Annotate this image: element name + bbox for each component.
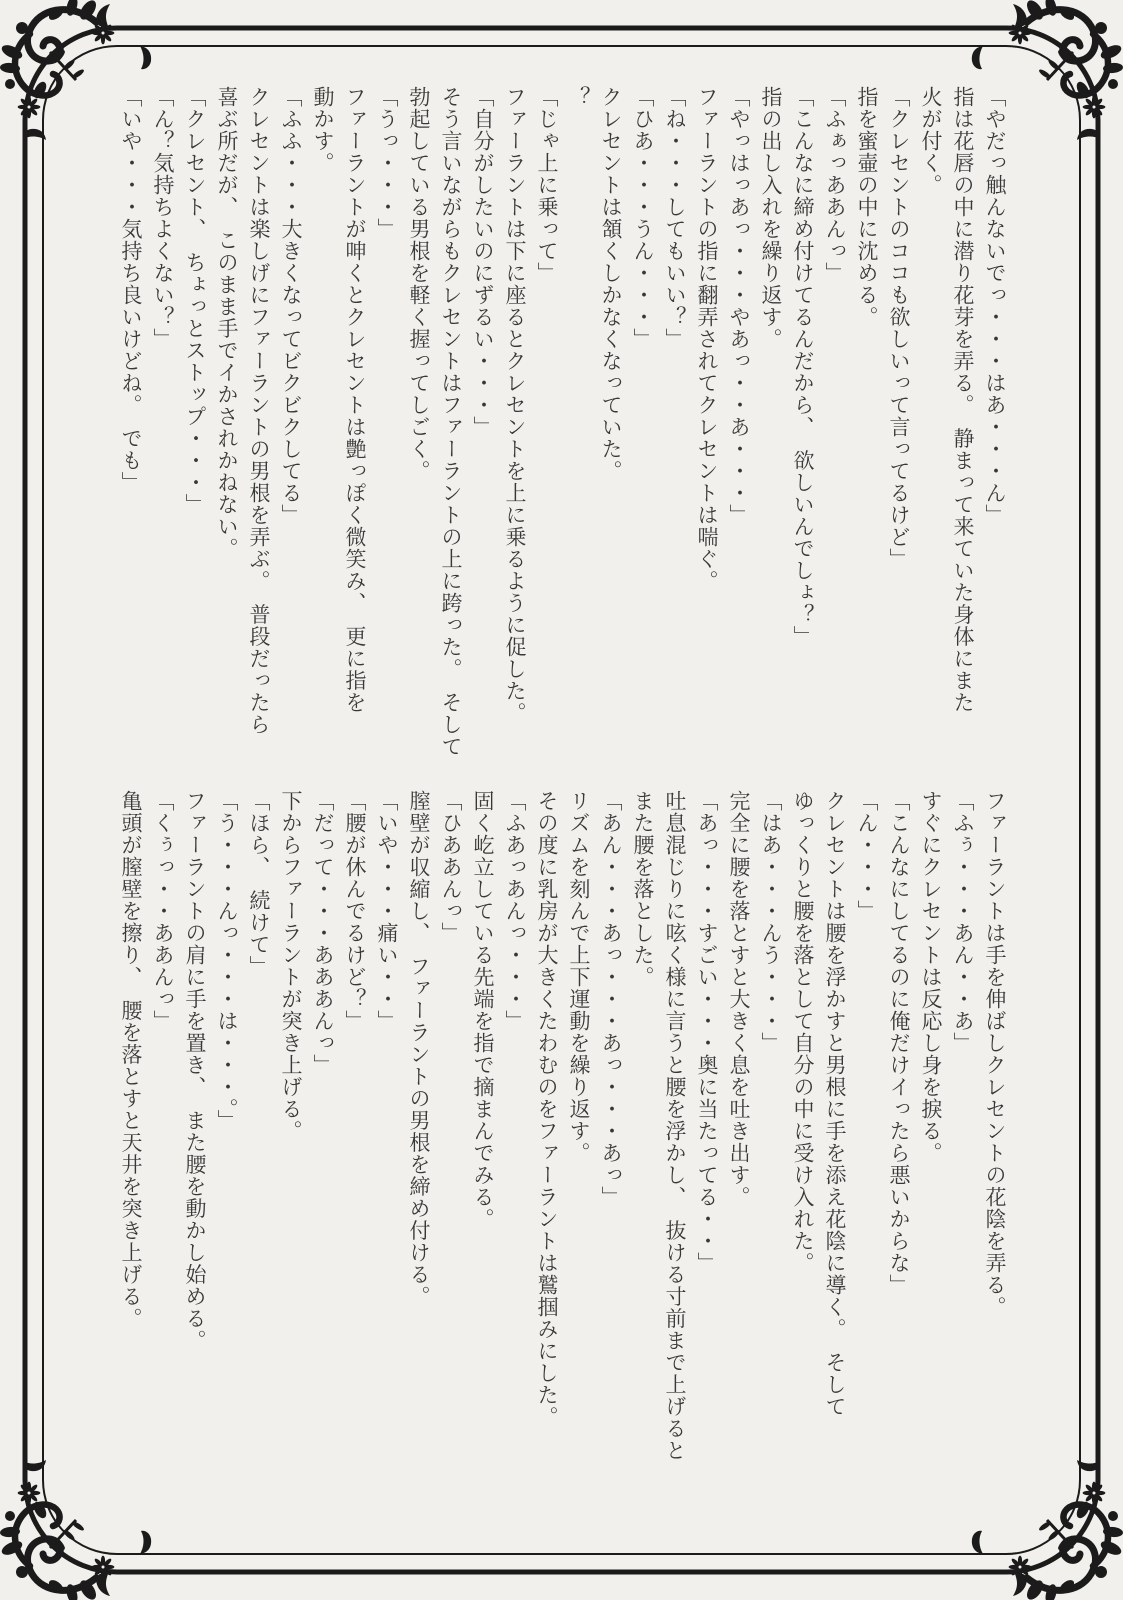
text-line: 「クレセントのココも欲しいって言ってるけど」 bbox=[887, 86, 911, 570]
text-line: 動かす。 bbox=[311, 86, 335, 174]
text-line: 「だって・・・あああんっ」 bbox=[311, 790, 335, 1076]
text-line: すぐにクレセントは反応し身を捩る。 bbox=[919, 790, 943, 1164]
text-line: 「いや・・・痛い・・」 bbox=[375, 790, 399, 1032]
text-line: ゆっくりと腰を落として自分の中に受け入れた。 bbox=[791, 790, 815, 1274]
text-line: 吐息混じりに呟く様に言うと腰を浮かし、 抜ける寸前まで上げると bbox=[663, 790, 687, 1462]
text-line: 指の出し入れを繰り返す。 bbox=[759, 86, 783, 350]
text-line: 「ね・・・してもいい？」 bbox=[663, 86, 687, 350]
text-line: 「うっ・・・」 bbox=[375, 86, 399, 240]
text-line: 亀頭が膣壁を擦り、 腰を落とすと天井を突き上げる。 bbox=[119, 790, 143, 1330]
text-line: また腰を落とした。 bbox=[631, 790, 655, 988]
text-line: 喜ぶ所だが、 このまま手でイかされかねない。 bbox=[215, 86, 239, 560]
text-line: そう言いながらもクレセントはファーラントの上に跨った。 そして bbox=[439, 86, 463, 758]
story-text-lower bbox=[115, 790, 1011, 1466]
text-line: ファーラントは手を伸ばしクレセントの花陰を弄る。 bbox=[983, 790, 1007, 1318]
text-line: クレセントは腰を浮かすと男根に手を添え花陰に導く。 そして bbox=[823, 790, 847, 1418]
text-line: ファーラントは下に座るとクレセントを上に乗るように促した。 bbox=[503, 86, 527, 724]
text-line: 勃起している男根を軽く握ってしごく。 bbox=[407, 86, 431, 482]
text-line: 「やっはっあっ・・・やあっ・・あ・・・」 bbox=[727, 86, 751, 526]
text-line: 「ふあっあんっ・・・」 bbox=[503, 790, 527, 1032]
text-line: ファーラントの肩に手を置き、 また腰を動かし始める。 bbox=[183, 790, 207, 1352]
text-line: ファーラントの指に翻弄されてクレセントは喘ぐ。 bbox=[695, 86, 719, 592]
text-line: 「ん？気持ちよくない？」 bbox=[151, 86, 175, 350]
text-line: 膣壁が収縮し、 ファーラントの男根を締め付ける。 bbox=[407, 790, 431, 1308]
text-line: 「腰が休んでるけど？」 bbox=[343, 790, 367, 1032]
text-line: 「くぅっ・・ああんっ」 bbox=[151, 790, 175, 1032]
text-line: 「じゃ上に乗って」 bbox=[535, 86, 559, 284]
text-line: 「う・・・んっ・・・は・・・。」 bbox=[215, 790, 239, 1132]
story-text-upper bbox=[115, 86, 1011, 758]
text-line: その度に乳房が大きくたわむのをファーラントは鷲掴みにした。 bbox=[535, 790, 559, 1428]
text-line: 「ふぁっああんっ」 bbox=[823, 86, 847, 284]
text-line: 「ふふ・・・大きくなってビクビクしてる」 bbox=[279, 86, 303, 526]
text-line: 指を蜜壷の中に沈める。 bbox=[855, 86, 879, 328]
text-line: 「ひあ・・・うん・・・」 bbox=[631, 86, 655, 350]
text-line: 「ほら、 続けて」 bbox=[247, 790, 271, 978]
text-line: 指は花唇の中に潜り花芽を弄る。 静まって来ていた身体にまた bbox=[951, 86, 975, 714]
text-line: 固く屹立している先端を指で摘まんでみる。 bbox=[471, 790, 495, 1230]
text-line: 「ひああんっ」 bbox=[439, 790, 463, 944]
text-line: 「クレセント、 ちょっとストップ・・・」 bbox=[183, 86, 207, 516]
text-line: クレセントは頷くしかなくなっていた。 bbox=[599, 86, 623, 482]
text-line: 「ふぅ・・・あん・・あ」 bbox=[951, 790, 975, 1054]
text-line: ファーラントが呻くとクレセントは艶っぽく微笑み、 更に指を bbox=[343, 86, 367, 714]
text-line: 火が付く。 bbox=[919, 86, 943, 196]
text-line: 「ん・・・」 bbox=[855, 790, 879, 922]
text-line: ？ bbox=[567, 86, 591, 108]
text-line: 「こんなに締め付けてるんだから、 欲しいんでしょ？」 bbox=[791, 86, 815, 648]
text-line: 「自分がしたいのにずるい・・・」 bbox=[471, 86, 495, 438]
text-line: 「あん・・・あっ・・・あっ・・・あっ」 bbox=[599, 790, 623, 1208]
text-line: 「いや・・・気持ち良いけどね。 でも」 bbox=[119, 86, 143, 494]
text-line: クレセントは楽しげにファーラントの男根を弄ぶ。 普段だったら bbox=[247, 86, 271, 736]
text-line: 「あっ・・・すごい・・・奥に当たってる・・」 bbox=[695, 790, 719, 1274]
text-line: 完全に腰を落とすと大きく息を吐き出す。 bbox=[727, 790, 751, 1208]
text-line: 下からファーラントが突き上げる。 bbox=[279, 790, 303, 1142]
text-line: 「こんなにしてるのに俺だけイったら悪いからな」 bbox=[887, 790, 911, 1296]
text-line: 「はあ・・・んう・・・」 bbox=[759, 790, 783, 1054]
text-line: 「やだっ触んないでっ・・・はあ・・・ん」 bbox=[983, 86, 1007, 526]
text-line: リズムを刻んで上下運動を繰り返す。 bbox=[567, 790, 591, 1164]
